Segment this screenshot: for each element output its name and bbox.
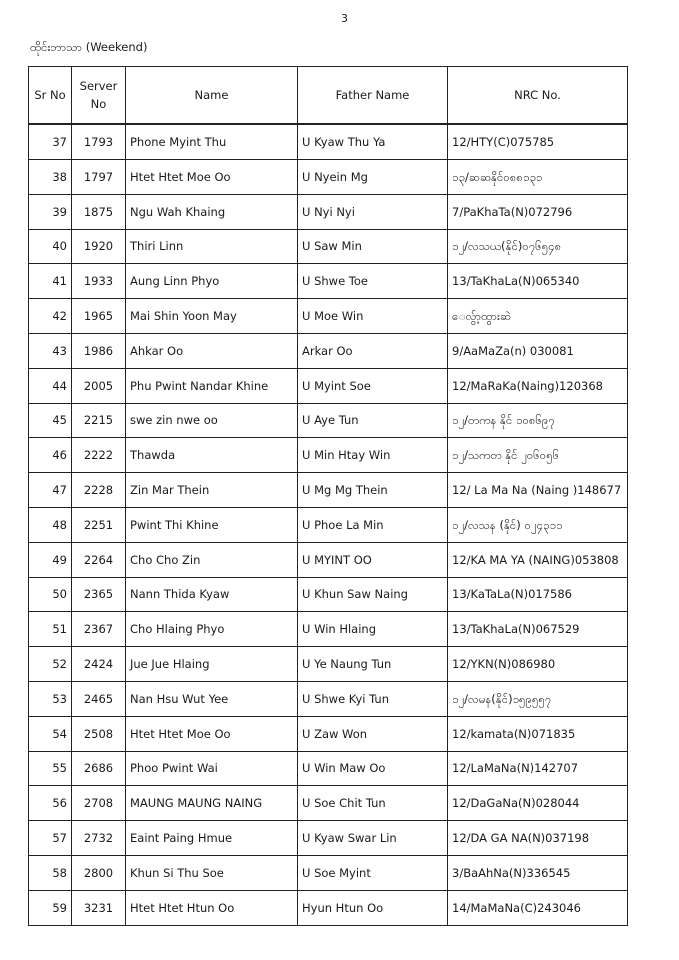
table-row <box>29 473 628 508</box>
table-row <box>29 890 628 925</box>
table-row <box>29 647 628 682</box>
table-row <box>29 299 628 334</box>
name-cell: swe zin nwe oo <box>126 403 298 438</box>
sr-no-cell: 52 <box>29 647 72 682</box>
name-cell: Aung Linn Phyo <box>126 264 298 299</box>
table-row <box>29 612 628 647</box>
father-name-cell: U Moe Win <box>298 299 448 334</box>
server-no-cell: 1965 <box>72 299 126 334</box>
server-no-cell: 1986 <box>72 333 126 368</box>
father-name-cell: U Ye Naung Tun <box>298 647 448 682</box>
header-row <box>29 67 628 125</box>
server-no-cell: 1875 <box>72 194 126 229</box>
table-row <box>29 786 628 821</box>
sr-no-cell: 53 <box>29 681 72 716</box>
header-sr-no: Sr No <box>29 67 72 125</box>
table-row <box>29 160 628 195</box>
nrc-no-cell: ၁၂/လသန (နိုင်) ၀၂၄၃၁၁ <box>448 507 628 542</box>
father-name-cell: U Nyi Nyi <box>298 194 448 229</box>
page-number: 3 <box>341 12 348 25</box>
name-cell: Cho Cho Zin <box>126 542 298 577</box>
sr-no-cell: 49 <box>29 542 72 577</box>
server-no-cell: 2222 <box>72 438 126 473</box>
nrc-no-cell: 13/TaKhaLa(N)067529 <box>448 612 628 647</box>
nrc-no-cell: 3/BaAhNa(N)336545 <box>448 855 628 890</box>
server-no-cell: 2367 <box>72 612 126 647</box>
nrc-no-cell: 9/AaMaZa(n) 030081 <box>448 333 628 368</box>
name-cell: Thawda <box>126 438 298 473</box>
sr-no-cell: 39 <box>29 194 72 229</box>
name-cell: Nann Thida Kyaw <box>126 577 298 612</box>
father-name-cell: U Mg Mg Thein <box>298 473 448 508</box>
student-roster-table <box>28 66 628 926</box>
father-name-cell: U MYINT OO <box>298 542 448 577</box>
sr-no-cell: 47 <box>29 473 72 508</box>
nrc-no-cell: ၁၂/သကတ နိုင် ၂၀၆၀၅၆ <box>448 438 628 473</box>
nrc-no-cell: ၁၂/လသယ(နိုင်)၀၇၆၅၄၈ <box>448 229 628 264</box>
name-cell: Jue Jue Hlaing <box>126 647 298 682</box>
sr-no-cell: 56 <box>29 786 72 821</box>
father-name-cell: U Kyaw Thu Ya <box>298 124 448 160</box>
table-row <box>29 681 628 716</box>
nrc-no-cell: 13/KaTaLa(N)017586 <box>448 577 628 612</box>
table-row <box>29 403 628 438</box>
table-row <box>29 124 628 160</box>
sr-no-cell: 50 <box>29 577 72 612</box>
name-cell: Mai Shin Yoon May <box>126 299 298 334</box>
name-cell: Phone Myint Thu <box>126 124 298 160</box>
nrc-no-cell: 12/MaRaKa(Naing)120368 <box>448 368 628 403</box>
server-no-cell: 1933 <box>72 264 126 299</box>
sr-no-cell: 58 <box>29 855 72 890</box>
nrc-no-cell: 12/LaMaNa(N)142707 <box>448 751 628 786</box>
sr-no-cell: 57 <box>29 821 72 856</box>
name-cell: Thiri Linn <box>126 229 298 264</box>
sheet-title: ထိုင်းဘာသာ (Weekend) <box>30 40 148 54</box>
father-name-cell: U Zaw Won <box>298 716 448 751</box>
sr-no-cell: 42 <box>29 299 72 334</box>
table-row <box>29 229 628 264</box>
nrc-no-cell: ၁၂/တကန နိုင် ၁၀၈၆၉၇ <box>448 403 628 438</box>
server-no-cell: 2508 <box>72 716 126 751</box>
nrc-no-cell: 12/KA MA YA (NAING)053808 <box>448 542 628 577</box>
server-no-cell: 2708 <box>72 786 126 821</box>
father-name-cell: U Kyaw Swar Lin <box>298 821 448 856</box>
father-name-cell: Arkar Oo <box>298 333 448 368</box>
name-cell: Htet Htet Moe Oo <box>126 160 298 195</box>
father-name-cell: U Aye Tun <box>298 403 448 438</box>
sr-no-cell: 45 <box>29 403 72 438</box>
server-no-cell: 2732 <box>72 821 126 856</box>
sr-no-cell: 59 <box>29 890 72 925</box>
table-row <box>29 264 628 299</box>
sr-no-cell: 37 <box>29 124 72 160</box>
server-no-cell: 2424 <box>72 647 126 682</box>
table-row <box>29 751 628 786</box>
father-name-cell: U Win Hlaing <box>298 612 448 647</box>
nrc-no-cell: 13/TaKhaLa(N)065340 <box>448 264 628 299</box>
header-nrc-no: NRC No. <box>448 67 628 125</box>
father-name-cell: U Myint Soe <box>298 368 448 403</box>
sr-no-cell: 41 <box>29 264 72 299</box>
table-row <box>29 368 628 403</box>
name-cell: Zin Mar Thein <box>126 473 298 508</box>
father-name-cell: U Saw Min <box>298 229 448 264</box>
server-no-cell: 1920 <box>72 229 126 264</box>
table-row <box>29 333 628 368</box>
header-name: Name <box>126 67 298 125</box>
nrc-no-cell: 12/ La Ma Na (Naing )148677 <box>448 473 628 508</box>
father-name-cell: U Nyein Mg <box>298 160 448 195</box>
header-server-no: Server No <box>72 67 126 125</box>
sr-no-cell: 46 <box>29 438 72 473</box>
server-no-cell: 2800 <box>72 855 126 890</box>
father-name-cell: U Phoe La Min <box>298 507 448 542</box>
server-no-cell: 2686 <box>72 751 126 786</box>
nrc-no-cell: ေလွ်ာ့ထွားဆဲ <box>448 299 628 334</box>
father-name-cell: Hyun Htun Oo <box>298 890 448 925</box>
father-name-cell: U Khun Saw Naing <box>298 577 448 612</box>
nrc-no-cell: 12/YKN(N)086980 <box>448 647 628 682</box>
name-cell: Phoo Pwint Wai <box>126 751 298 786</box>
table-row <box>29 542 628 577</box>
header-father-name: Father Name <box>298 67 448 125</box>
sr-no-cell: 43 <box>29 333 72 368</box>
server-no-cell: 2465 <box>72 681 126 716</box>
nrc-no-cell: 14/MaMaNa(C)243046 <box>448 890 628 925</box>
sr-no-cell: 55 <box>29 751 72 786</box>
server-no-cell: 1793 <box>72 124 126 160</box>
table-row <box>29 507 628 542</box>
sr-no-cell: 51 <box>29 612 72 647</box>
father-name-cell: U Shwe Kyi Tun <box>298 681 448 716</box>
father-name-cell: U Shwe Toe <box>298 264 448 299</box>
name-cell: Pwint Thi Khine <box>126 507 298 542</box>
nrc-no-cell: ၁၂/လမန(နိုင်)၁၅၉၅၅၇ <box>448 681 628 716</box>
server-no-cell: 2365 <box>72 577 126 612</box>
name-cell: Phu Pwint Nandar Khine <box>126 368 298 403</box>
sr-no-cell: 40 <box>29 229 72 264</box>
father-name-cell: U Soe Myint <box>298 855 448 890</box>
table-row <box>29 855 628 890</box>
name-cell: Eaint Paing Hmue <box>126 821 298 856</box>
server-no-cell: 1797 <box>72 160 126 195</box>
sr-no-cell: 38 <box>29 160 72 195</box>
server-no-cell: 2005 <box>72 368 126 403</box>
nrc-no-cell: 7/PaKhaTa(N)072796 <box>448 194 628 229</box>
table-row <box>29 438 628 473</box>
sr-no-cell: 48 <box>29 507 72 542</box>
father-name-cell: U Soe Chit Tun <box>298 786 448 821</box>
name-cell: MAUNG MAUNG NAING <box>126 786 298 821</box>
sr-no-cell: 44 <box>29 368 72 403</box>
sr-no-cell: 54 <box>29 716 72 751</box>
name-cell: Htet Htet Htun Oo <box>126 890 298 925</box>
table-row <box>29 821 628 856</box>
roster-body <box>29 124 628 925</box>
father-name-cell: U Win Maw Oo <box>298 751 448 786</box>
server-no-cell: 2264 <box>72 542 126 577</box>
server-no-cell: 2251 <box>72 507 126 542</box>
name-cell: Ngu Wah Khaing <box>126 194 298 229</box>
nrc-no-cell: 12/HTY(C)075785 <box>448 124 628 160</box>
father-name-cell: U Min Htay Win <box>298 438 448 473</box>
name-cell: Cho Hlaing Phyo <box>126 612 298 647</box>
nrc-no-cell: 12/DA GA NA(N)037198 <box>448 821 628 856</box>
name-cell: Khun Si Thu Soe <box>126 855 298 890</box>
server-no-cell: 2228 <box>72 473 126 508</box>
table-row <box>29 194 628 229</box>
name-cell: Nan Hsu Wut Yee <box>126 681 298 716</box>
nrc-no-cell: 12/DaGaNa(N)028044 <box>448 786 628 821</box>
table-row <box>29 716 628 751</box>
server-no-cell: 2215 <box>72 403 126 438</box>
table-row <box>29 577 628 612</box>
nrc-no-cell: ၁၃/ဆဆနိုင်၀၈၈၁၃၁ <box>448 160 628 195</box>
nrc-no-cell: 12/kamata(N)071835 <box>448 716 628 751</box>
server-no-cell: 3231 <box>72 890 126 925</box>
name-cell: Htet Htet Moe Oo <box>126 716 298 751</box>
name-cell: Ahkar Oo <box>126 333 298 368</box>
